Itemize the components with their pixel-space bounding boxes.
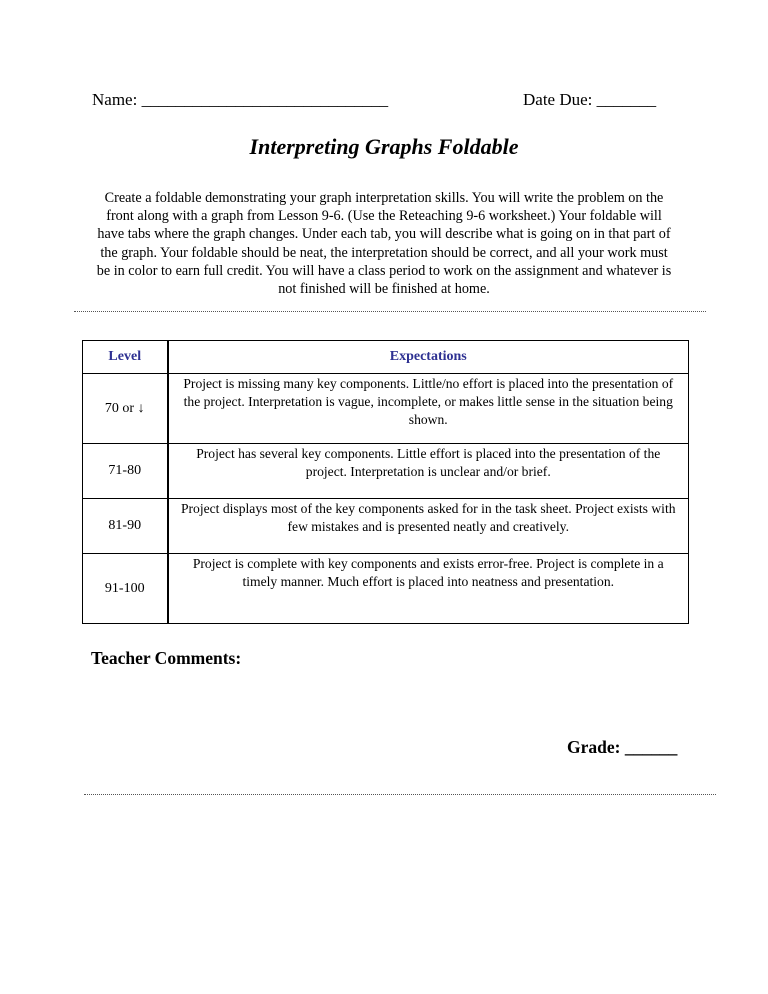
- instructions-paragraph: Create a foldable demonstrating your graph interpretation skills. You will write the problem on the front along with a graph from Lesson 9-6. (Use the Reteaching 9-6 worksheet.) Your foldable will have tabs where the graph changes. Under each tab, you will describe what is going on in that part of the graph. Your foldable should be neat, the interpretation should be correct, and all your work must be in color to earn full credit. You will have a class period to work on the assignment and whatever is not finished will be finished at home.: [96, 190, 672, 298]
- level-cell: 81-90: [83, 499, 168, 554]
- expectation-cell: Project is complete with key components and exists error-free. Project is complete in a timely manner. Much effort is placed into neatness and presentation.: [168, 554, 689, 624]
- name-line: Name: _____________________________: [92, 90, 389, 109]
- rubric-row: [83, 374, 689, 444]
- grade-label: Grade: ______: [567, 737, 678, 757]
- expectation-cell: Project displays most of the key components asked for in the task sheet. Project exists with few mistakes and is presented neatly and creatively.: [168, 499, 689, 554]
- level-cell: 91-100: [83, 554, 168, 624]
- dotted-divider: [74, 311, 706, 312]
- rubric-row: [83, 554, 689, 624]
- level-column-header: Level: [83, 341, 168, 374]
- page-title: Interpreting Graphs Foldable: [249, 134, 519, 159]
- rubric-row: [83, 499, 689, 554]
- dotted-divider: [84, 794, 716, 795]
- expectation-cell: Project is missing many key components. Little/no effort is placed into the presentation of the project. Interpretation is vague, incomplete, or makes little sense in the situation being shown.: [168, 374, 689, 444]
- expectation-cell: Project has several key components. Little effort is placed into the presentation of the project. Interpretation is unclear and/or brief.: [168, 444, 689, 499]
- expectations-column-header: Expectations: [168, 341, 689, 374]
- level-cell: 70 or ↓: [83, 374, 168, 444]
- rubric-header-row: [83, 341, 689, 374]
- date-due-line: Date Due: _______: [523, 90, 657, 109]
- teacher-comments-label: Teacher Comments:: [91, 648, 242, 668]
- level-cell: 71-80: [83, 444, 168, 499]
- rubric-table: [82, 340, 689, 624]
- rubric-row: [83, 444, 689, 499]
